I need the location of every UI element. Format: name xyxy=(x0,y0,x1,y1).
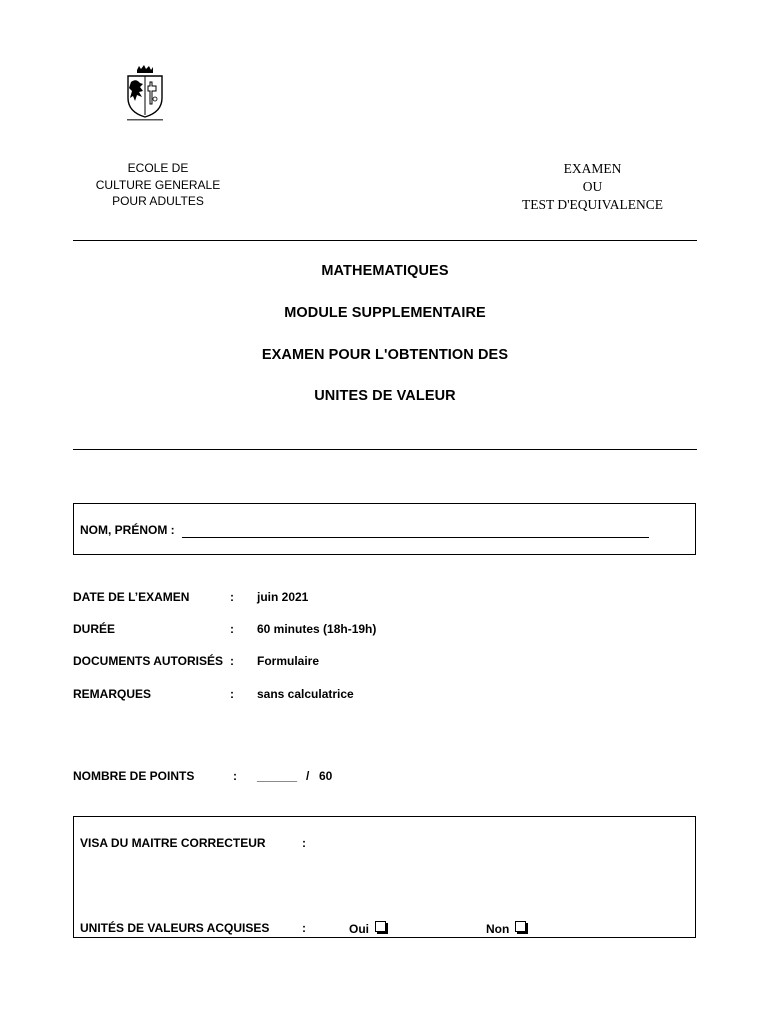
exam-date-sep: : xyxy=(230,590,234,604)
units-yes-option[interactable] xyxy=(349,921,386,936)
purpose-line-2: UNITES DE VALEUR xyxy=(314,388,456,404)
points-blank[interactable]: ______ xyxy=(257,769,298,783)
geneva-crest-logo xyxy=(123,64,167,122)
exam-date-value: juin 2021 xyxy=(257,590,309,604)
units-yes-checkbox[interactable] xyxy=(375,921,386,932)
top-divider xyxy=(73,240,697,241)
exam-type-line: EXAMEN xyxy=(563,161,622,176)
exam-type xyxy=(500,160,685,214)
purpose-line-1: EXAMEN POUR L'OBTENTION DES xyxy=(261,347,509,363)
name-input-line[interactable] xyxy=(182,537,649,538)
units-sep: : xyxy=(302,921,306,935)
points-sep: : xyxy=(233,769,237,783)
school-name-line: POUR ADULTES xyxy=(112,194,204,208)
school-name-line: CULTURE GENERALE xyxy=(95,177,221,192)
subject-title: MATHEMATIQUES xyxy=(321,263,449,279)
visa-sep: : xyxy=(302,836,306,850)
name-label: NOM, PRÉNOM : xyxy=(80,523,175,537)
points-slash: / xyxy=(306,769,310,783)
documents-sep: : xyxy=(230,654,234,668)
school-name-line: ECOLE DE xyxy=(127,161,189,175)
module-title: MODULE SUPPLEMENTAIRE xyxy=(284,305,486,321)
duration-label: DURÉE xyxy=(73,622,116,636)
remarks-label: REMARQUES xyxy=(73,687,152,701)
units-no-label: Non xyxy=(486,922,510,936)
exam-type-line: TEST D'EQUIVALENCE xyxy=(521,197,664,212)
visa-label: VISA DU MAITRE CORRECTEUR xyxy=(80,836,266,850)
exam-date-label: DATE DE L’EXAMEN xyxy=(73,590,190,604)
remarks-sep: : xyxy=(230,687,234,701)
units-label: UNITÉS DE VALEURS ACQUISES xyxy=(80,921,270,935)
duration-sep: : xyxy=(230,622,234,636)
units-no-option[interactable] xyxy=(486,921,526,936)
units-yes-label: Oui xyxy=(349,922,369,936)
documents-label: DOCUMENTS AUTORISÉS xyxy=(73,654,224,668)
units-no-checkbox[interactable] xyxy=(515,921,526,932)
documents-value: Formulaire xyxy=(257,654,320,668)
points-max: 60 xyxy=(319,769,333,783)
school-name xyxy=(88,160,228,210)
exam-type-line: OU xyxy=(582,179,603,194)
points-label: NOMBRE DE POINTS xyxy=(73,769,195,783)
bottom-divider xyxy=(73,449,697,450)
remarks-value: sans calculatrice xyxy=(257,687,354,701)
duration-value: 60 minutes (18h-19h) xyxy=(257,622,377,636)
correction-box xyxy=(73,816,696,938)
